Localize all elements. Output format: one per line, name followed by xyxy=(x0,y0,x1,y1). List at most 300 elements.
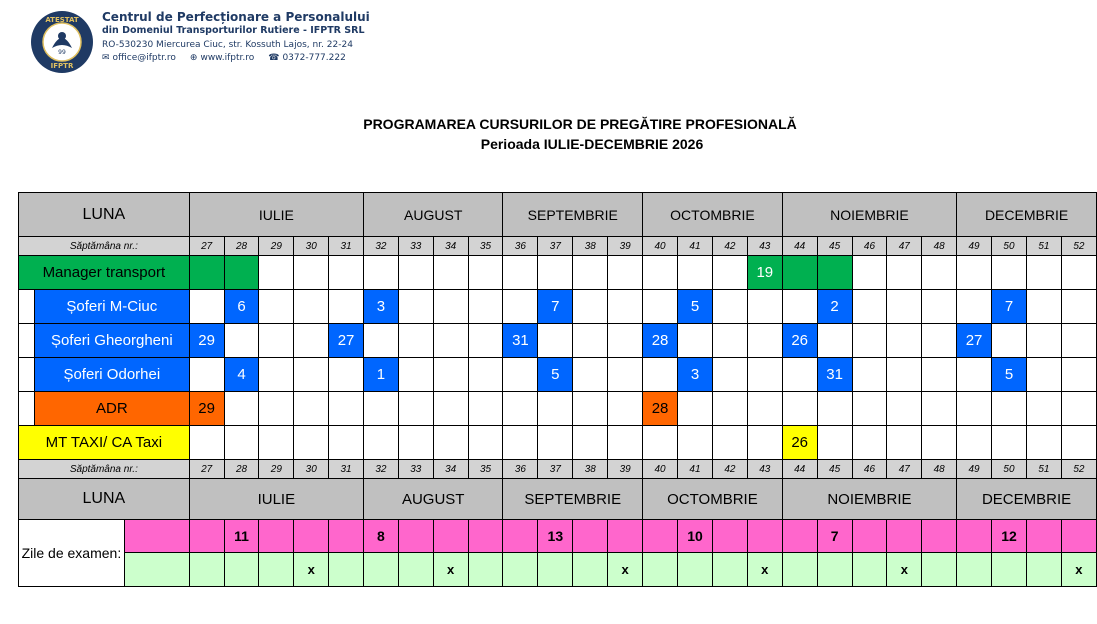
course-row-soferi-odorhei xyxy=(19,358,1097,392)
week-number: 42 xyxy=(712,237,747,256)
week-cell xyxy=(224,392,259,426)
exam-mark-cell xyxy=(817,553,852,587)
week-cell xyxy=(922,358,957,392)
email-contact[interactable] xyxy=(102,52,176,64)
exam-cell xyxy=(643,520,678,553)
course-start-day: 2 xyxy=(817,290,852,324)
week-cell-scheduled xyxy=(224,256,259,290)
exam-cell xyxy=(573,520,608,553)
week-cell xyxy=(538,392,573,426)
course-label: MT TAXI/ CA Taxi xyxy=(19,426,190,460)
week-cell xyxy=(992,256,1027,290)
week-number: 34 xyxy=(433,237,468,256)
course-schedule-table xyxy=(18,192,1097,587)
week-cell xyxy=(433,256,468,290)
month-header: NOIEMBRIE xyxy=(782,479,956,520)
week-cell xyxy=(189,290,224,324)
week-cell xyxy=(922,324,957,358)
document-title: PROGRAMAREA CURSURILOR DE PREGĂTIRE PROFESIONALĂ xyxy=(363,116,797,132)
course-label: Șoferi M-Ciuc xyxy=(34,290,189,324)
exam-cell xyxy=(398,520,433,553)
week-cell xyxy=(852,256,887,290)
week-cell xyxy=(468,324,503,358)
week-number: 31 xyxy=(329,237,364,256)
week-cell xyxy=(992,392,1027,426)
svg-text:IFPTR: IFPTR xyxy=(50,62,74,70)
week-cell xyxy=(887,324,922,358)
week-number: 42 xyxy=(712,460,747,479)
week-number: 30 xyxy=(294,460,329,479)
course-start-day: 5 xyxy=(538,358,573,392)
exam-mark-cell xyxy=(259,553,294,587)
month-header: IULIE xyxy=(189,193,363,237)
week-cell xyxy=(1026,358,1061,392)
week-cell xyxy=(887,256,922,290)
week-cell xyxy=(678,426,713,460)
org-address: RO-530230 Miercurea Ciuc, str. Kossuth Lajos, nr. 22-24 xyxy=(102,40,353,50)
exam-date: 12 xyxy=(992,520,1027,553)
week-number-row xyxy=(19,237,1097,256)
course-start-day: 31 xyxy=(503,324,538,358)
exam-marks-row xyxy=(19,553,1097,587)
exam-label: Zile de examen: xyxy=(19,520,125,587)
week-cell xyxy=(573,324,608,358)
week-cell xyxy=(957,426,992,460)
exam-mark-cell xyxy=(1026,553,1061,587)
week-cell xyxy=(1026,290,1061,324)
week-cell xyxy=(712,392,747,426)
week-cell xyxy=(398,324,433,358)
exam-date: 11 xyxy=(224,520,259,553)
month-header: DECEMBRIE xyxy=(957,479,1097,520)
week-cell xyxy=(468,256,503,290)
week-number: 29 xyxy=(259,237,294,256)
week-cell xyxy=(433,324,468,358)
week-cell xyxy=(712,426,747,460)
exam-mark: x xyxy=(1061,553,1096,587)
week-cell-scheduled xyxy=(817,256,852,290)
exam-cell xyxy=(294,520,329,553)
course-start-day: 29 xyxy=(189,392,224,426)
exam-mark-cell xyxy=(189,553,224,587)
week-cell xyxy=(259,392,294,426)
course-row-soferi-gheorgheni xyxy=(19,324,1097,358)
week-cell xyxy=(538,256,573,290)
week-cell xyxy=(1061,392,1096,426)
week-number: 44 xyxy=(782,460,817,479)
week-number: 37 xyxy=(538,237,573,256)
week-cell xyxy=(887,290,922,324)
exam-cell xyxy=(852,520,887,553)
course-start-day: 1 xyxy=(364,358,399,392)
month-header: DECEMBRIE xyxy=(957,193,1097,237)
week-cell xyxy=(678,256,713,290)
course-start-day: 7 xyxy=(538,290,573,324)
organization-header xyxy=(102,10,370,64)
exam-mark: x xyxy=(433,553,468,587)
week-cell xyxy=(608,426,643,460)
week-cell xyxy=(922,256,957,290)
course-start-day: 7 xyxy=(992,290,1027,324)
week-number: 43 xyxy=(747,237,782,256)
exam-mark: x xyxy=(608,553,643,587)
week-cell xyxy=(782,358,817,392)
week-cell xyxy=(747,392,782,426)
ifptr-logo xyxy=(30,10,94,74)
week-cell xyxy=(398,358,433,392)
week-cell xyxy=(294,426,329,460)
exam-mark-cell xyxy=(124,553,189,587)
web-text: www.ifptr.ro xyxy=(200,53,255,63)
week-number: 33 xyxy=(398,460,433,479)
exam-cell xyxy=(712,520,747,553)
week-number: 41 xyxy=(678,237,713,256)
course-start-day: 27 xyxy=(957,324,992,358)
week-number: 28 xyxy=(224,460,259,479)
month-footer-row xyxy=(19,479,1097,520)
week-cell xyxy=(573,358,608,392)
course-start-day: 3 xyxy=(678,358,713,392)
exam-cell xyxy=(433,520,468,553)
week-cell xyxy=(329,290,364,324)
week-cell xyxy=(259,256,294,290)
week-number: 40 xyxy=(643,237,678,256)
week-number: 51 xyxy=(1026,237,1061,256)
week-cell xyxy=(712,358,747,392)
exam-cell xyxy=(957,520,992,553)
week-cell xyxy=(957,290,992,324)
exam-mark-cell xyxy=(329,553,364,587)
course-start-day: 5 xyxy=(992,358,1027,392)
course-start-day: 26 xyxy=(782,324,817,358)
week-cell xyxy=(1026,256,1061,290)
week-cell xyxy=(433,290,468,324)
week-cell xyxy=(468,358,503,392)
week-number: 36 xyxy=(503,237,538,256)
week-cell xyxy=(573,392,608,426)
exam-mark-cell xyxy=(922,553,957,587)
week-cell xyxy=(992,324,1027,358)
week-cell xyxy=(817,324,852,358)
exam-cell xyxy=(503,520,538,553)
exam-mark-cell xyxy=(364,553,399,587)
week-cell xyxy=(747,290,782,324)
week-cell xyxy=(538,324,573,358)
luna-header: LUNA xyxy=(19,193,190,237)
exam-mark-cell xyxy=(678,553,713,587)
exam-mark: x xyxy=(294,553,329,587)
month-header-row xyxy=(19,193,1097,237)
week-cell xyxy=(1061,324,1096,358)
week-cell xyxy=(643,290,678,324)
week-cell xyxy=(852,324,887,358)
week-number: 38 xyxy=(573,237,608,256)
course-start-day: 4 xyxy=(224,358,259,392)
week-cell xyxy=(712,324,747,358)
exam-date: 7 xyxy=(817,520,852,553)
exam-mark-cell xyxy=(468,553,503,587)
week-number: 34 xyxy=(433,460,468,479)
exam-cell xyxy=(1026,520,1061,553)
month-header: SEPTEMBRIE xyxy=(503,479,643,520)
course-start-day: 3 xyxy=(364,290,399,324)
week-cell xyxy=(294,358,329,392)
week-cell xyxy=(259,324,294,358)
mail-icon: ✉ xyxy=(102,53,110,63)
week-number: 46 xyxy=(852,460,887,479)
globe-icon: ⊕ xyxy=(189,53,198,63)
exam-cell xyxy=(782,520,817,553)
exam-mark-cell xyxy=(852,553,887,587)
week-cell xyxy=(922,426,957,460)
week-cell xyxy=(887,358,922,392)
course-start-day: 29 xyxy=(189,324,224,358)
week-number: 32 xyxy=(364,460,399,479)
week-number: 49 xyxy=(957,460,992,479)
week-number: 47 xyxy=(887,237,922,256)
week-cell xyxy=(294,290,329,324)
exam-cell xyxy=(468,520,503,553)
week-cell xyxy=(433,392,468,426)
week-cell xyxy=(887,426,922,460)
course-start-day: 28 xyxy=(643,324,678,358)
week-cell xyxy=(573,426,608,460)
course-label: Șoferi Odorhei xyxy=(34,358,189,392)
week-cell xyxy=(573,290,608,324)
month-header: NOIEMBRIE xyxy=(782,193,956,237)
week-label: Săptămâna nr.: xyxy=(19,460,190,479)
week-cell xyxy=(608,392,643,426)
week-cell xyxy=(1026,392,1061,426)
week-number: 31 xyxy=(329,460,364,479)
exam-cell xyxy=(608,520,643,553)
week-cell xyxy=(259,290,294,324)
week-number: 28 xyxy=(224,237,259,256)
exam-mark-cell xyxy=(573,553,608,587)
week-cell xyxy=(503,426,538,460)
week-cell xyxy=(468,426,503,460)
week-cell xyxy=(433,426,468,460)
exam-mark-cell xyxy=(957,553,992,587)
week-number: 43 xyxy=(747,460,782,479)
course-row-mt-taxi xyxy=(19,426,1097,460)
week-cell xyxy=(678,324,713,358)
exam-mark: x xyxy=(747,553,782,587)
week-number: 47 xyxy=(887,460,922,479)
email-text: office@ifptr.ro xyxy=(112,53,176,63)
luna-header: LUNA xyxy=(19,479,190,520)
week-cell xyxy=(329,358,364,392)
week-cell xyxy=(643,426,678,460)
week-cell xyxy=(503,392,538,426)
week-number: 35 xyxy=(468,460,503,479)
week-number: 32 xyxy=(364,237,399,256)
document-subtitle: Perioada IULIE-DECEMBRIE 2026 xyxy=(480,136,704,152)
exam-mark-cell xyxy=(782,553,817,587)
week-cell xyxy=(1026,426,1061,460)
week-number: 52 xyxy=(1061,237,1096,256)
week-cell xyxy=(329,426,364,460)
exam-mark-cell xyxy=(712,553,747,587)
phone-contact xyxy=(268,52,346,64)
exam-cell xyxy=(1061,520,1096,553)
exam-date: 10 xyxy=(678,520,713,553)
week-number: 45 xyxy=(817,237,852,256)
web-contact[interactable] xyxy=(190,52,254,64)
week-cell xyxy=(364,392,399,426)
week-cell xyxy=(294,392,329,426)
week-cell xyxy=(712,290,747,324)
week-cell xyxy=(398,392,433,426)
month-header: IULIE xyxy=(189,479,363,520)
org-name: Centrul de Perfecționare a Personalului xyxy=(102,10,370,24)
exam-cell xyxy=(189,520,224,553)
row-spacer xyxy=(19,392,35,426)
week-cell xyxy=(224,426,259,460)
course-start-day: 28 xyxy=(643,392,678,426)
course-start-day: 26 xyxy=(782,426,817,460)
week-cell xyxy=(678,392,713,426)
week-number: 52 xyxy=(1061,460,1096,479)
week-cell xyxy=(608,358,643,392)
week-cell xyxy=(329,392,364,426)
week-number: 51 xyxy=(1026,460,1061,479)
week-cell xyxy=(782,392,817,426)
week-number: 46 xyxy=(852,237,887,256)
month-header: AUGUST xyxy=(364,479,503,520)
week-cell xyxy=(364,324,399,358)
week-cell xyxy=(747,426,782,460)
week-number: 29 xyxy=(259,460,294,479)
course-start-day: 31 xyxy=(817,358,852,392)
week-cell xyxy=(1061,290,1096,324)
week-number: 36 xyxy=(503,460,538,479)
week-cell xyxy=(608,290,643,324)
exam-cell xyxy=(922,520,957,553)
svg-text:99: 99 xyxy=(58,49,66,56)
week-cell xyxy=(852,290,887,324)
week-cell xyxy=(747,324,782,358)
exam-mark-cell xyxy=(503,553,538,587)
row-spacer xyxy=(19,290,35,324)
week-cell xyxy=(364,256,399,290)
exam-cell xyxy=(887,520,922,553)
week-cell xyxy=(398,256,433,290)
week-cell xyxy=(643,256,678,290)
week-cell xyxy=(782,290,817,324)
svg-text:ATESTAT: ATESTAT xyxy=(45,16,79,24)
exam-mark: x xyxy=(887,553,922,587)
phone-icon: ☎ xyxy=(268,53,280,63)
week-number: 27 xyxy=(189,237,224,256)
exam-cell xyxy=(124,520,189,553)
week-label: Săptămâna nr.: xyxy=(19,237,190,256)
exam-mark-cell xyxy=(992,553,1027,587)
course-start-day: 27 xyxy=(329,324,364,358)
exam-cell xyxy=(747,520,782,553)
exam-mark-cell xyxy=(643,553,678,587)
course-label: Șoferi Gheorgheni xyxy=(34,324,189,358)
week-cell xyxy=(294,256,329,290)
exam-date: 13 xyxy=(538,520,573,553)
week-number: 50 xyxy=(992,237,1027,256)
course-start-day: 19 xyxy=(747,256,782,290)
week-number: 48 xyxy=(922,237,957,256)
course-row-adr xyxy=(19,392,1097,426)
week-cell xyxy=(852,426,887,460)
week-cell xyxy=(259,426,294,460)
week-cell xyxy=(957,256,992,290)
month-header: SEPTEMBRIE xyxy=(503,193,643,237)
week-cell xyxy=(1061,358,1096,392)
week-cell xyxy=(922,392,957,426)
week-number-row xyxy=(19,460,1097,479)
week-cell xyxy=(364,426,399,460)
week-cell xyxy=(503,290,538,324)
course-label: Manager transport xyxy=(19,256,190,290)
week-cell xyxy=(189,426,224,460)
org-contacts xyxy=(102,52,370,64)
week-cell-scheduled xyxy=(782,256,817,290)
week-cell xyxy=(712,256,747,290)
week-cell xyxy=(643,358,678,392)
week-cell xyxy=(1061,426,1096,460)
week-cell xyxy=(852,392,887,426)
week-cell-scheduled xyxy=(189,256,224,290)
week-cell xyxy=(608,324,643,358)
course-row-manager-transport xyxy=(19,256,1097,290)
week-cell xyxy=(189,358,224,392)
exam-cell xyxy=(329,520,364,553)
week-cell xyxy=(398,290,433,324)
week-number: 38 xyxy=(573,460,608,479)
week-cell xyxy=(468,290,503,324)
week-number: 39 xyxy=(608,237,643,256)
week-number: 39 xyxy=(608,460,643,479)
exam-dates-row xyxy=(19,520,1097,553)
week-number: 27 xyxy=(189,460,224,479)
week-number: 45 xyxy=(817,460,852,479)
week-number: 49 xyxy=(957,237,992,256)
week-cell xyxy=(1026,324,1061,358)
org-subtitle: din Domeniul Transporturilor Rutiere - IFPTR SRL xyxy=(102,25,365,36)
course-start-day: 5 xyxy=(678,290,713,324)
week-number: 44 xyxy=(782,237,817,256)
week-cell xyxy=(608,256,643,290)
week-cell xyxy=(957,358,992,392)
week-number: 30 xyxy=(294,237,329,256)
month-header: OCTOMBRIE xyxy=(643,479,783,520)
week-number: 50 xyxy=(992,460,1027,479)
week-cell xyxy=(747,358,782,392)
week-cell xyxy=(538,426,573,460)
exam-mark-cell xyxy=(538,553,573,587)
row-spacer xyxy=(19,358,35,392)
week-number: 40 xyxy=(643,460,678,479)
week-cell xyxy=(503,358,538,392)
week-number: 48 xyxy=(922,460,957,479)
week-cell xyxy=(398,426,433,460)
week-cell xyxy=(922,290,957,324)
week-cell xyxy=(224,324,259,358)
week-cell xyxy=(468,392,503,426)
week-number: 37 xyxy=(538,460,573,479)
week-cell xyxy=(329,256,364,290)
phone-text: 0372-777.222 xyxy=(282,53,346,63)
exam-mark-cell xyxy=(398,553,433,587)
week-number: 35 xyxy=(468,237,503,256)
row-spacer xyxy=(19,324,35,358)
